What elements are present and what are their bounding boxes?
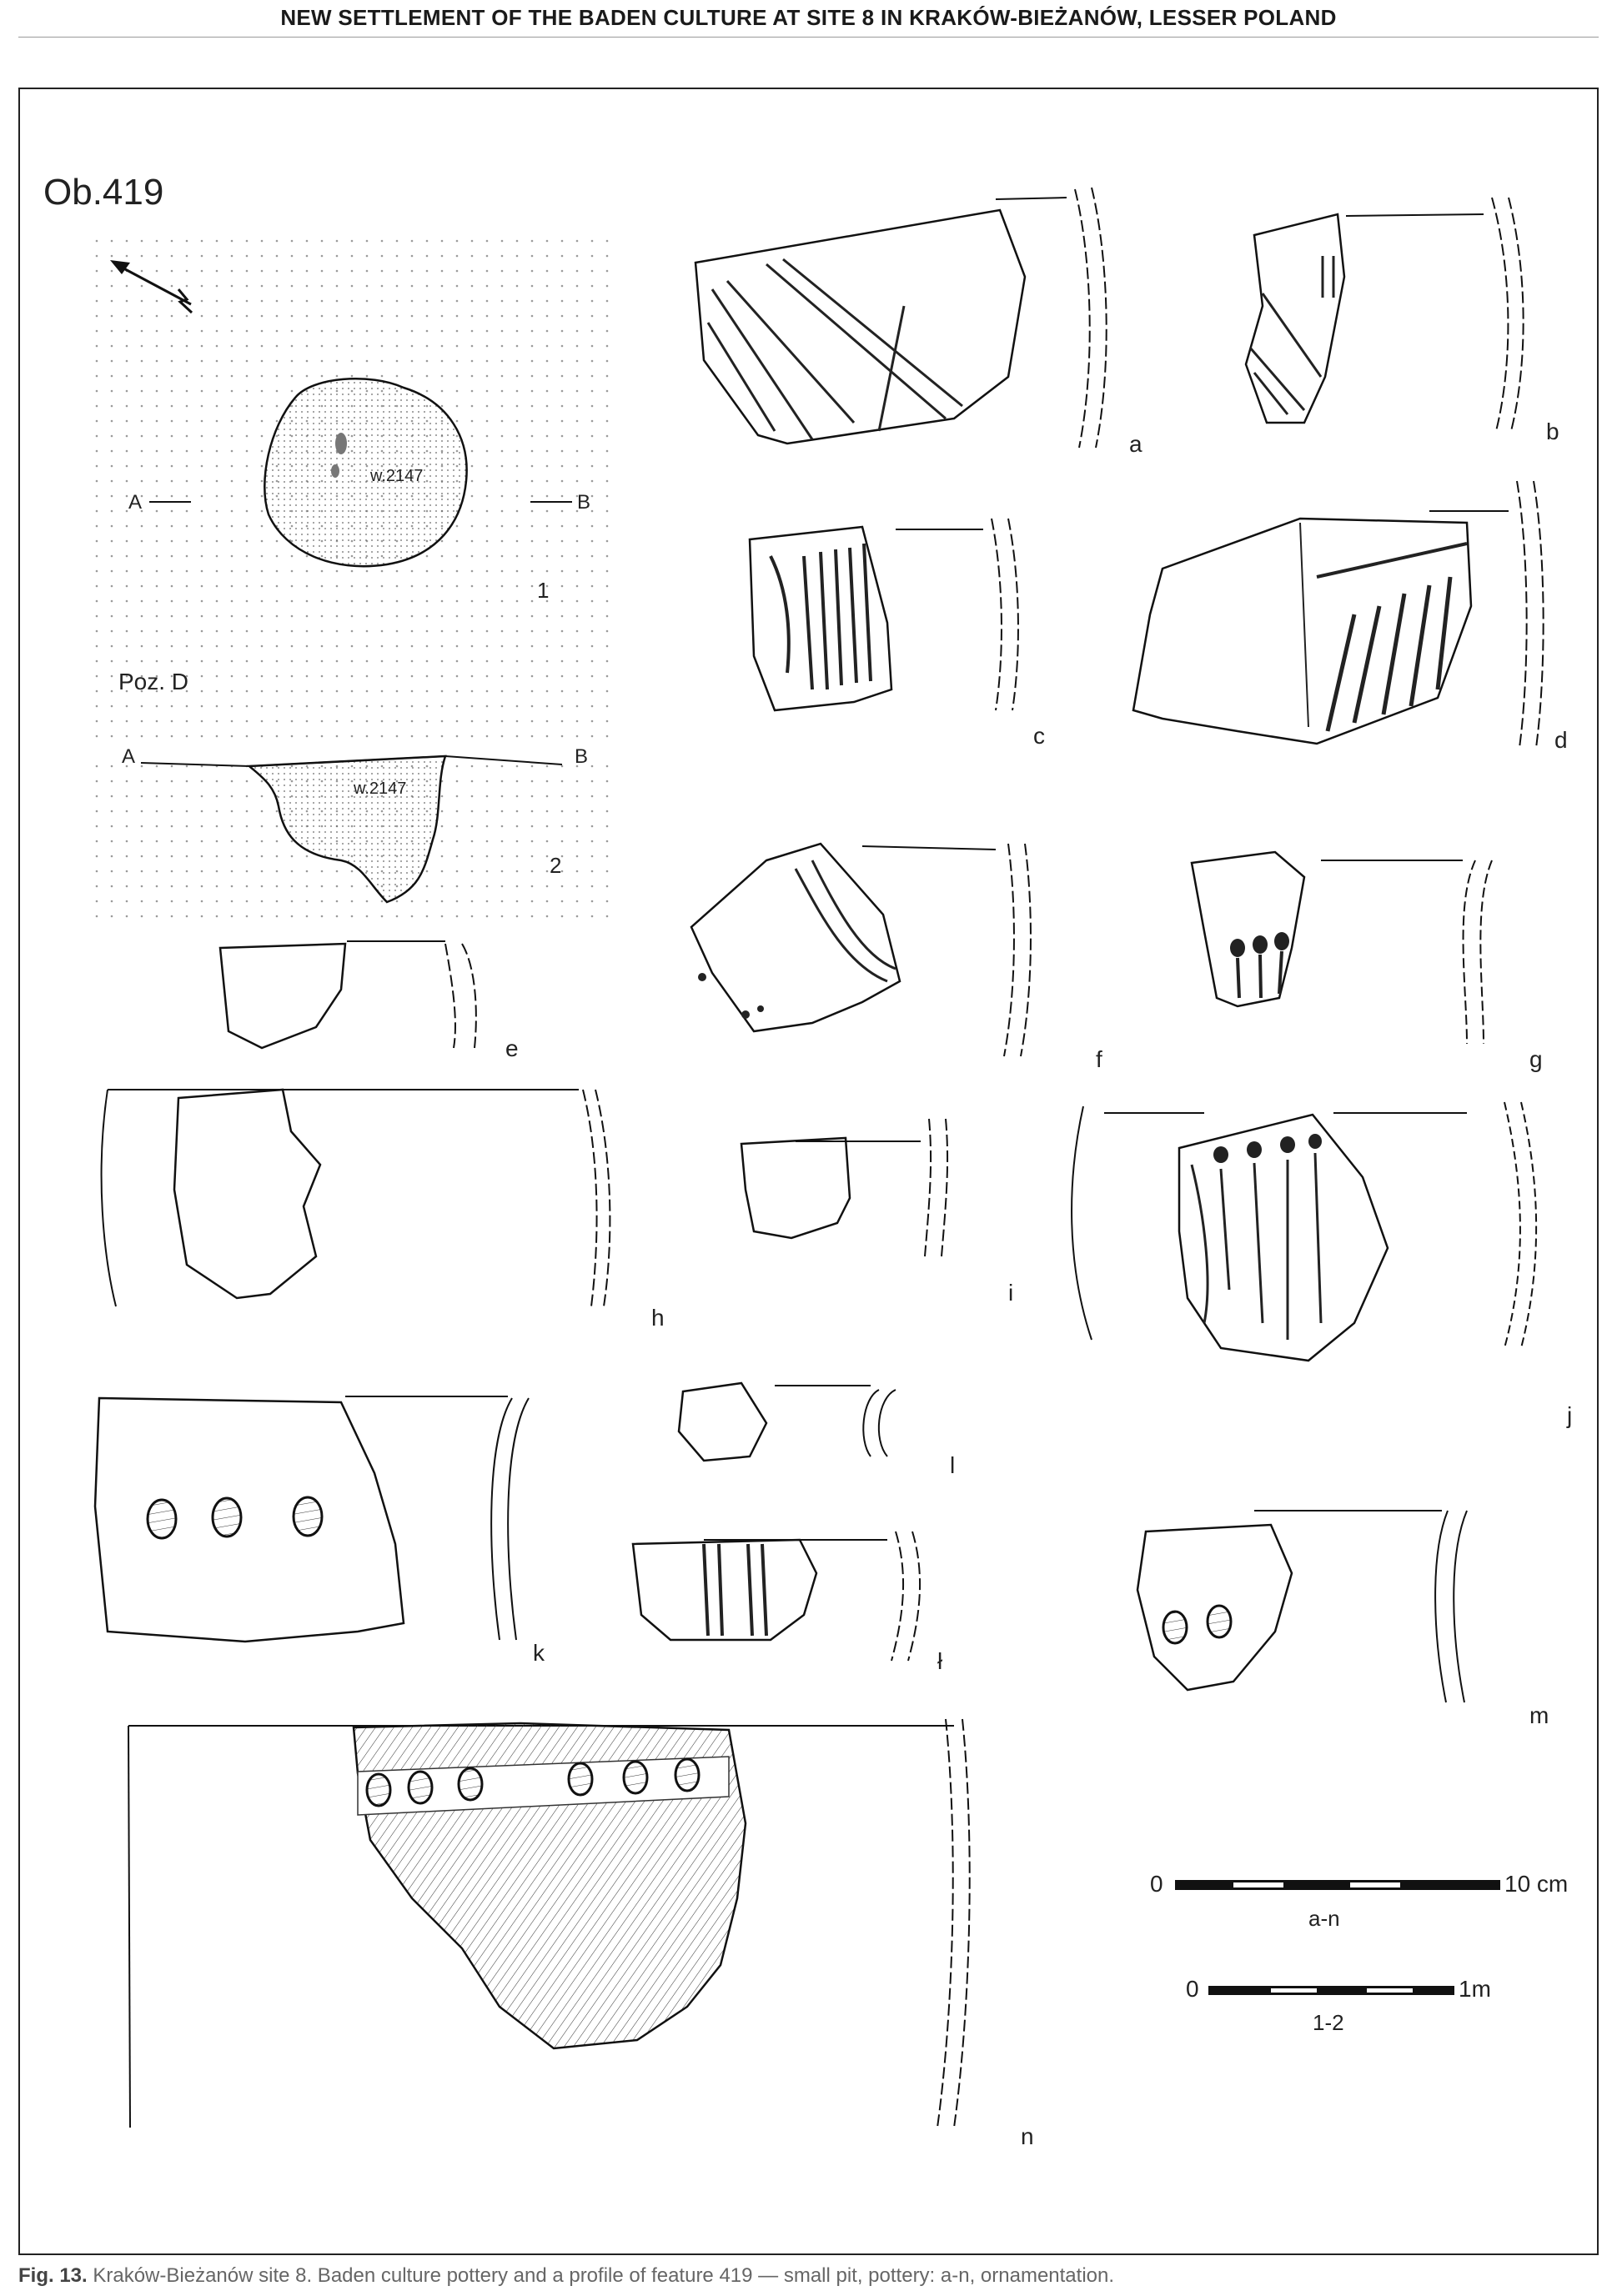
sherd-h-label: h <box>651 1305 665 1331</box>
scale-bar-10cm <box>1150 1871 1568 1931</box>
sherd-d <box>1133 481 1568 753</box>
scale-2-end: 1m <box>1459 1976 1491 2002</box>
sherd-b-label: b <box>1546 419 1559 444</box>
sherd-a <box>696 188 1142 457</box>
sherd-k-label: k <box>533 1640 545 1666</box>
sherd-c-label: c <box>1033 723 1045 749</box>
sherd-b <box>1246 198 1559 444</box>
sherd-l-stroke <box>633 1532 943 1674</box>
sherd-l <box>679 1383 955 1478</box>
section-right: B <box>575 745 589 768</box>
sherd-n-label: n <box>1021 2123 1034 2149</box>
scale-1-start: 0 <box>1150 1871 1163 1897</box>
sherd-c <box>750 519 1045 749</box>
scale-2-start: 0 <box>1186 1976 1199 2002</box>
sherd-m-label: m <box>1529 1702 1549 1728</box>
sherd-l-label: l <box>950 1452 956 1478</box>
pit-outline-plan <box>264 378 466 566</box>
sherd-e <box>220 941 519 1061</box>
sherd-i <box>741 1119 1013 1306</box>
scale-2-caption: 1-2 <box>1313 2010 1344 2035</box>
feature-title: Ob.419 <box>43 172 164 213</box>
running-header-title: NEW SETTLEMENT OF THE BADEN CULTURE AT SITE 8 IN KRAKÓW-BIEŻANÓW, LESSER POLAND <box>280 5 1337 30</box>
plan-fill-label: w.2147 <box>370 467 424 485</box>
plan-stone-2 <box>331 464 339 478</box>
sherd-h <box>102 1090 665 1331</box>
plan-level-label: Poz. D <box>118 669 189 694</box>
running-header <box>0 0 1617 42</box>
figure-caption-text: Kraków-Bieżanów site 8. Baden culture pottery and a profile of feature 419 — small pit, pottery: a-n, ornamentation. <box>93 2264 1115 2287</box>
figure-caption-number: Fig. 13. <box>18 2264 88 2287</box>
plan-section-right: B <box>577 491 591 514</box>
sherd-f <box>691 844 1102 1072</box>
sherd-m <box>1137 1511 1549 1728</box>
sherd-e-label: e <box>505 1035 519 1061</box>
section-left: A <box>122 745 136 768</box>
section-number: 2 <box>550 853 562 878</box>
feature-plan <box>87 229 620 739</box>
sherd-a-label: a <box>1129 431 1142 457</box>
sherd-j <box>1072 1102 1572 1428</box>
sherd-j-label: j <box>1567 1402 1573 1428</box>
scale-bar-1m <box>1186 1976 1491 2035</box>
sherd-n <box>128 1719 1034 2149</box>
figure-caption <box>18 2264 1599 2288</box>
sherd-g <box>1192 852 1543 1072</box>
figure-plate <box>18 88 1599 2255</box>
sherd-d-label: d <box>1554 727 1568 753</box>
scale-1-end: 10 cm <box>1504 1871 1569 1897</box>
feature-section <box>87 745 620 919</box>
section-fill-label: w.2147 <box>354 780 407 798</box>
sherd-i-label: i <box>1008 1280 1014 1306</box>
plan-number: 1 <box>537 578 550 603</box>
plan-section-left: A <box>128 491 143 514</box>
sherd-f-label: f <box>1096 1046 1102 1072</box>
scale-1-caption: a-n <box>1308 1906 1340 1931</box>
plan-stone-1 <box>335 433 347 454</box>
header-rule <box>18 37 1599 38</box>
sherd-k <box>95 1396 545 1666</box>
figure-drawing <box>20 89 1597 2253</box>
sherd-l-stroke-label: ł <box>937 1648 943 1674</box>
sherd-g-label: g <box>1529 1046 1543 1072</box>
